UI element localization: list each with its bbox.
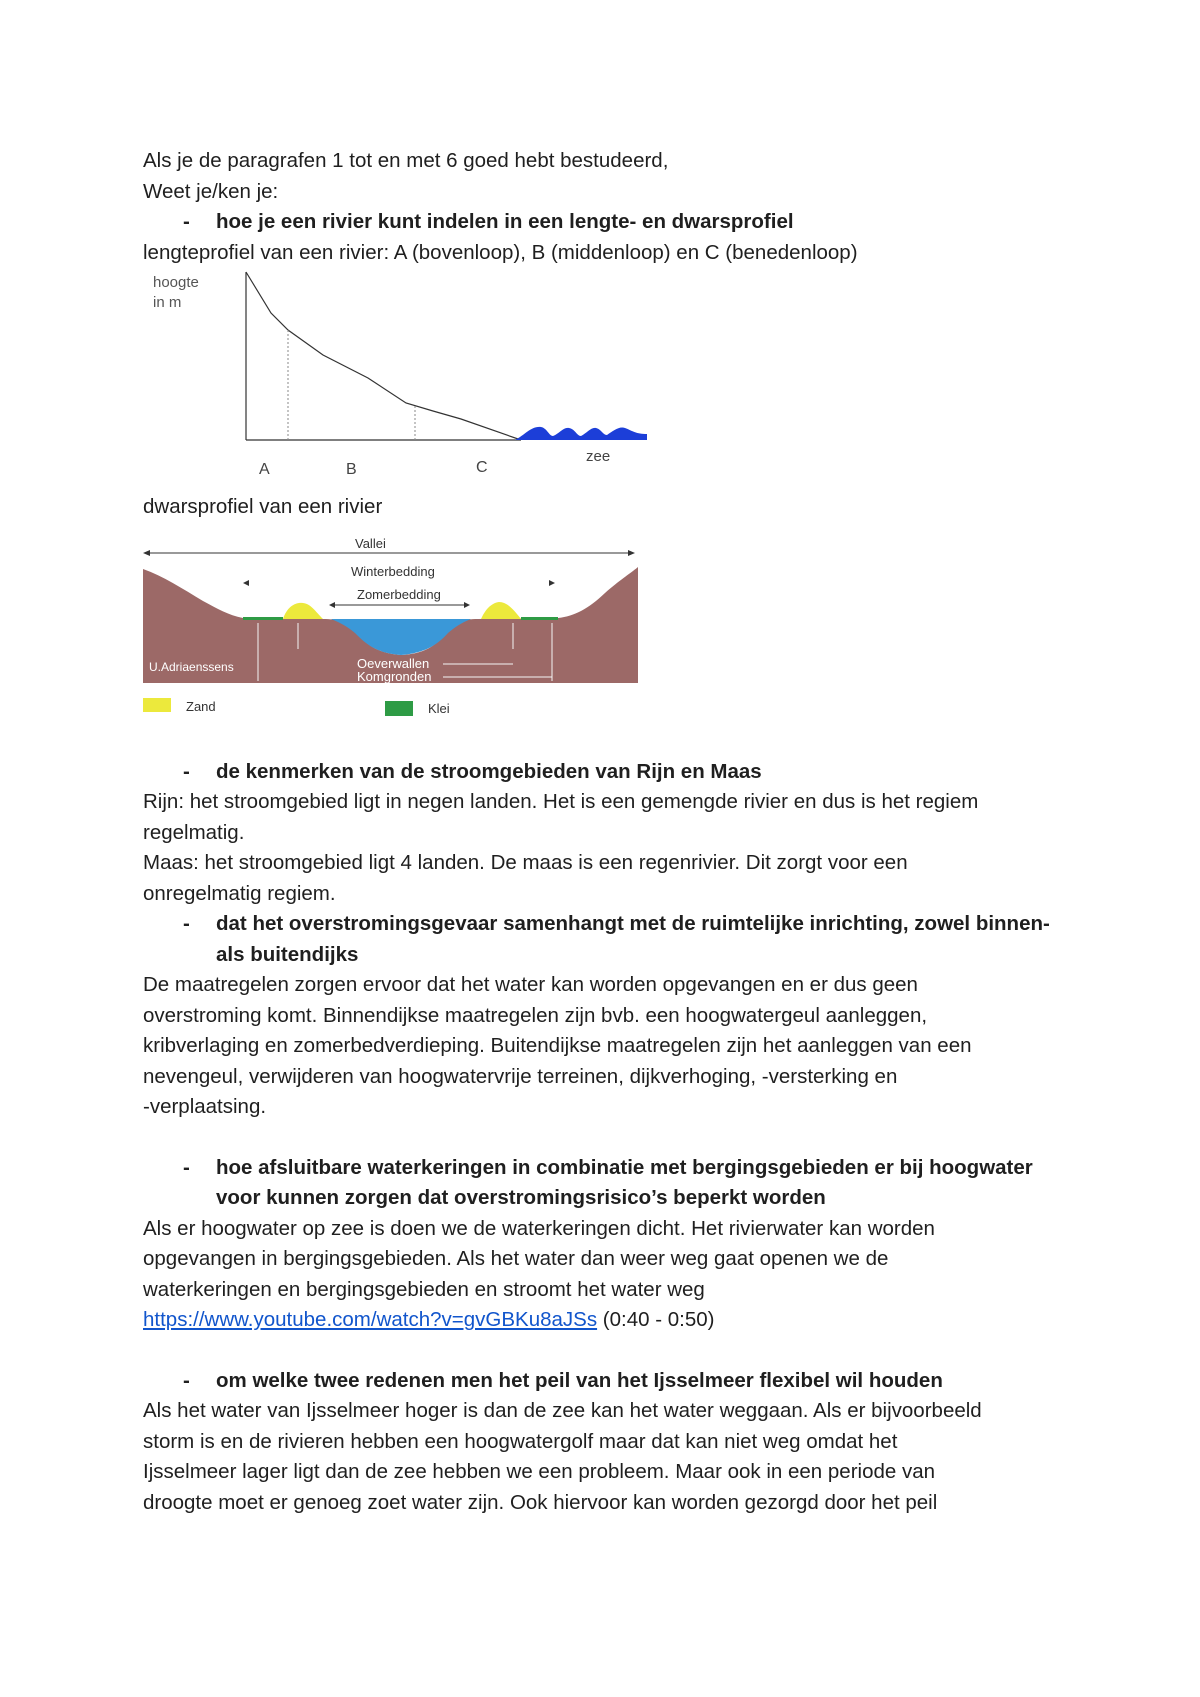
- paragraph-line: Maas: het stroomgebied ligt 4 landen. De maas is een regenrivier. Dit zorgt voor een: [143, 851, 908, 874]
- bullet-dash: -: [183, 759, 190, 783]
- label-valley: Vallei: [355, 535, 386, 551]
- length-profile-label-a: A: [259, 461, 270, 478]
- paragraph-line: opgevangen in bergingsgebieden. Als het water dan weer weg gaat openen we de: [143, 1247, 889, 1270]
- label-basins: Komgronden: [357, 668, 432, 684]
- bullet-heading-text: de kenmerken van de stroomgebieden van Rijn en Maas: [216, 759, 762, 783]
- length-profile-ylabel: hoogte: [153, 274, 199, 291]
- figure-caption: dwarsprofiel van een rivier: [143, 495, 383, 518]
- paragraph-line: kribverlaging en zomerbedverdieping. Buitendijkse maatregelen zijn het aanleggen van een: [143, 1034, 972, 1057]
- bullet-dash: -: [183, 210, 190, 233]
- clay-right: [521, 617, 558, 620]
- valley-arrow-head-right: [628, 550, 635, 556]
- length-profile-ylabel: in m: [153, 294, 182, 311]
- bullet-heading: [143, 909, 1063, 970]
- river-profile-line: [246, 272, 521, 440]
- valley-arrow-head-left: [143, 550, 150, 556]
- paragraph-line: Rijn: het stroomgebied ligt in negen landen. Het is een gemengde rivier en dus is het regiem: [143, 790, 979, 813]
- label-summer-bed: Zomerbedding: [357, 586, 441, 602]
- bullet-heading-text: hoe je een rivier kunt indelen in een lengte- en dwarsprofiel: [216, 210, 794, 233]
- legend-sand-swatch: [143, 698, 171, 712]
- legend-sand-label: Zand: [186, 698, 216, 714]
- blank-line: [143, 1336, 1063, 1366]
- youtube-link[interactable]: https://www.youtube.com/watch?v=gvGBKu8aJSs: [143, 1308, 598, 1331]
- paragraph-line: regelmatig.: [143, 820, 245, 844]
- summer-bed-arrow-head-left: [329, 602, 335, 608]
- document-page: [143, 146, 1063, 1518]
- label-author: U.Adriaenssens: [149, 659, 234, 674]
- length-profile-label-sea: zee: [586, 448, 611, 465]
- cross-section-diagram: [143, 531, 643, 731]
- label-levees: Oeverwallen: [357, 655, 430, 671]
- intro-line: Weet je/ken je:: [143, 179, 279, 203]
- paragraph-line: droogte moet er genoeg zoet water zijn. Ook hiervoor kan worden gezorgd door het peil: [143, 1490, 938, 1514]
- bullet-heading-text: hoe afsluitbare waterkeringen in combinatie met bergingsgebieden er bij hoogwater voor kunnen zorgen dat overstromingsrisico’s beperkt worden: [216, 1155, 1033, 1209]
- link-line: [143, 1305, 1063, 1336]
- bullet-heading: [143, 757, 1063, 788]
- bullet-dash: -: [183, 1368, 190, 1392]
- bullet-heading: [143, 207, 1063, 238]
- paragraph-line: Ijsselmeer lager ligt dan de zee hebben we een probleem. Maar ook in een periode van: [143, 1460, 936, 1483]
- legend-clay-label: Klei: [428, 700, 450, 716]
- paragraph-line: onregelmatig regiem.: [143, 881, 336, 905]
- bullet-dash: -: [183, 912, 190, 935]
- length-profile-label-b: B: [346, 461, 357, 478]
- legend-clay-swatch: [385, 701, 413, 716]
- bullet-dash: -: [183, 1155, 190, 1179]
- bullet-heading-text: om welke twee redenen men het peil van het Ijsselmeer flexibel wil houden: [216, 1368, 943, 1392]
- bullet-heading: [143, 1153, 1063, 1214]
- paragraph-line: Als het water van Ijsselmeer hoger is dan de zee kan het water weggaan. Als er bijvoorbeeld: [143, 1399, 982, 1422]
- clay-left: [243, 617, 283, 620]
- sand-levee-left: [283, 602, 323, 618]
- bullet-heading-text: dat het overstromingsgevaar samenhangt met de ruimtelijke inrichting, zowel binnen- als buitendijks: [216, 912, 1050, 966]
- length-profile-diagram: [143, 270, 663, 490]
- summer-bed-arrow-head-right: [464, 602, 470, 608]
- paragraph-line: overstroming komt. Binnendijkse maatregelen zijn bvb. een hoogwatergeul aanleggen,: [143, 1003, 928, 1027]
- link-timestamp: (0:40 - 0:50): [597, 1308, 715, 1331]
- length-profile-label-c: C: [476, 459, 488, 476]
- sand-levee-right: [481, 602, 521, 619]
- paragraph-line: storm is en de rivieren hebben een hoogwatergolf maar dat kan niet weg omdat het: [143, 1429, 898, 1453]
- paragraph-line: waterkeringen en bergingsgebieden en stroomt het water weg: [143, 1277, 705, 1301]
- bullet-heading: [143, 1366, 1063, 1397]
- paragraph-line: -verplaatsing.: [143, 1095, 267, 1118]
- paragraph-line: lengteprofiel van een rivier: A (bovenloop), B (middenloop) en C (benedenloop): [143, 240, 858, 264]
- paragraph-line: nevengeul, verwijderen van hoogwatervrije terreinen, dijkverhoging, -versterking en: [143, 1064, 898, 1088]
- paragraph-line: De maatregelen zorgen ervoor dat het water kan worden opgevangen en er dus geen: [143, 973, 918, 996]
- blank-line: [143, 1123, 1063, 1153]
- intro-line: Als je de paragrafen 1 tot en met 6 goed hebt bestudeerd,: [143, 149, 669, 172]
- winter-bed-arrow-right: [549, 580, 555, 586]
- label-winter-bed: Winterbedding: [351, 563, 435, 579]
- paragraph-line: Als er hoogwater op zee is doen we de waterkeringen dicht. Het rivierwater kan worden: [143, 1216, 935, 1240]
- winter-bed-arrow-left: [243, 580, 249, 586]
